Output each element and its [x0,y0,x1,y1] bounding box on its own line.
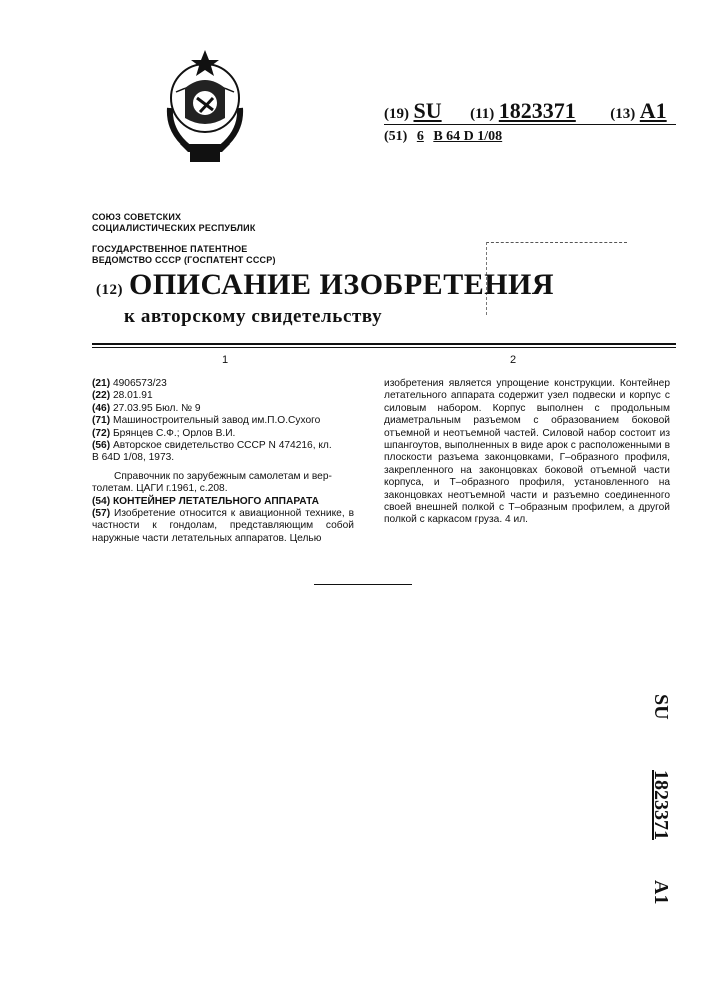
org-line-1: СОЮЗ СОВЕТСКИХ [92,212,182,222]
header-underline [384,124,676,125]
application-number: 4906573/23 [112,378,167,389]
filing-date: 28.01.91 [112,390,153,402]
ussr-emblem [150,48,260,166]
patent-identifiers [384,98,667,124]
code-12: (12) [96,282,123,298]
org-line-4: ВЕДОМСТВО СССР (ГОСПАТЕНТ СССР) [92,255,276,265]
publication-date: 27.03.95 Бюл. № 9 [112,402,201,414]
org-line-2: СОЦИАЛИСТИЧЕСКИХ РЕСПУБЛИК [92,223,256,233]
side-kind: A1 [650,880,672,905]
code-51: (51) [384,129,408,144]
title-rule-bottom [92,347,676,348]
document-title [96,268,554,302]
abstract-lead [92,508,354,545]
reference-1-line-1: Авторское свидетельство СССР N 474216, кл. [112,440,332,452]
country-code: SU [413,98,442,123]
code-21: (21) [92,378,111,389]
title-rule-top [92,343,676,345]
code-22: (22) [92,390,111,402]
invention-title: КОНТЕЙНЕР ЛЕТАТЕЛЬНОГО АППАРАТА [112,495,320,507]
abstract-continuation: изобретения является упрощение конструкции. Контейнер летательного аппарата содержит узел подвески и корпус с силовым набором. Корпус выполнен с продольным диаметральным разъемом с образованием боковой отъемной и неотъемной частей. Силовой набор состоит из шпангоутов, выполненных в виде арок с расположенными в плоскости разъема законцовками, Г–образного профиля, закрепленного на законцовках боковой отъемной части корпуса, и Т–образного профиля, установленного на законцовках неотъемной части и разъемно соединенного своей внешней полкой с Т–образным профилем, а другой полкой с каркасом груза. 4 ил. [384,378,670,526]
document-subtitle: к авторскому свидетельству [124,306,383,327]
ipc-edition: 6 [416,129,424,144]
reference-1-line-2: B 64D 1/08, 1973. [92,452,175,464]
end-separator [314,584,412,585]
code-57: (57) [92,508,111,520]
reference-2-line-1: Справочник по зарубежным самолетам и вер- [114,470,332,482]
ipc-class: B 64 D 1/08 [433,129,503,144]
abstract-lead-text: Изобретение относится к авиационной технике, в частности к гондолам, представляющим собой наружные части летательных аппаратов. Целью [92,508,354,544]
kind-code: A1 [639,98,667,123]
inventors: Брянцев С.Ф.; Орлов В.И. [112,427,236,439]
column-number-left: 1 [222,354,229,366]
ipc-classification [384,129,508,145]
reference-2-line-2: толетам. ЦАГИ г.1961, с.208. [92,483,228,495]
code-46: (46) [92,402,111,414]
code-56: (56) [92,440,111,452]
side-number: 1823371 [650,770,672,840]
code-71: (71) [92,415,111,427]
code-11: (11) [470,106,495,122]
code-54: (54) [92,495,111,507]
bibliographic-data [92,378,354,545]
patent-number: 1823371 [498,98,576,123]
code-13: (13) [610,106,636,122]
column-number-right: 2 [510,354,517,366]
code-72: (72) [92,427,111,439]
title-main: ОПИСАНИЕ ИЗОБРЕТЕНИЯ [129,268,555,301]
code-19: (19) [384,106,409,122]
applicant: Машиностроительный завод им.П.О.Сухого [112,415,321,427]
org-block [92,212,276,266]
side-country: SU [650,694,672,720]
org-line-3: ГОСУДАРСТВЕННОЕ ПАТЕНТНОЕ [92,244,248,254]
